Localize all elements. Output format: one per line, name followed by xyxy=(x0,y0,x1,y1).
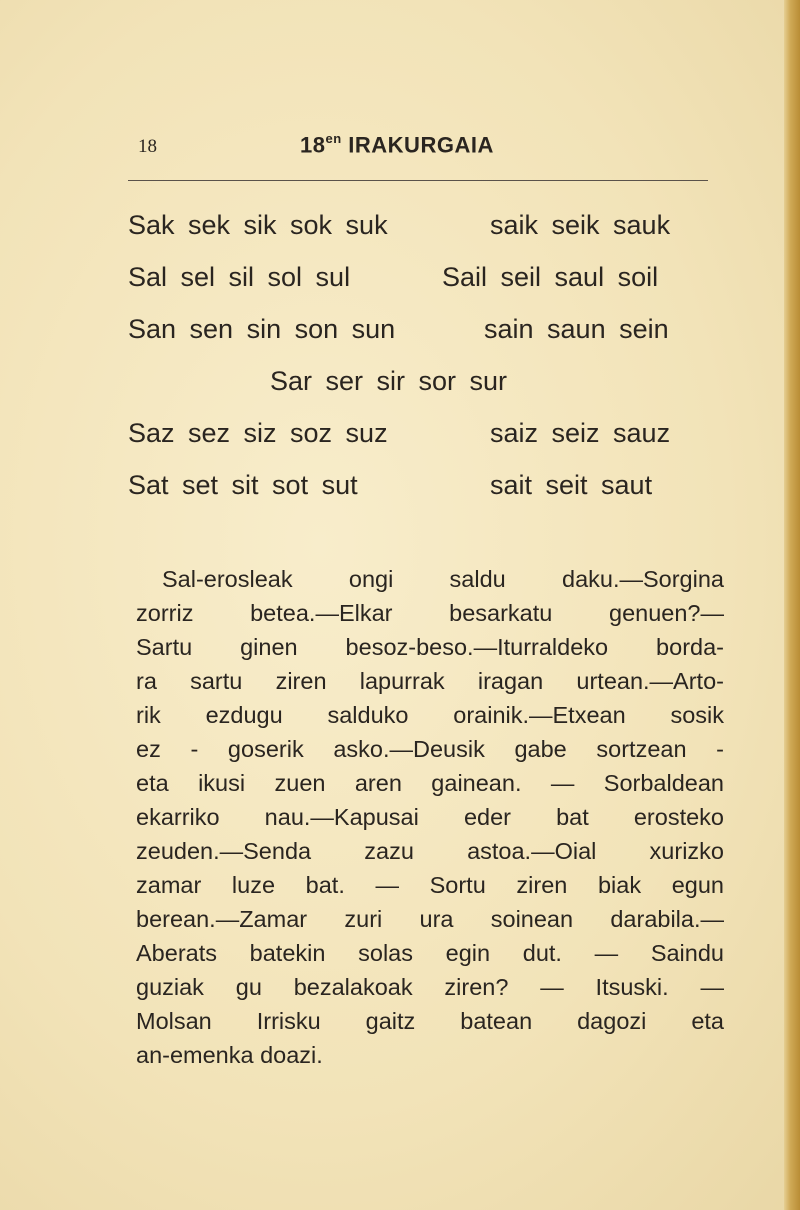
title-superscript: en xyxy=(325,131,342,146)
prose-line: Molsan Irrisku gaitz batean dagozi eta xyxy=(136,1008,724,1034)
syllable-group-right: sain saun sein xyxy=(484,314,669,344)
syllable-group-right: Sail seil saul soil xyxy=(442,262,659,292)
prose-line: Aberats batekin solas egin dut. — Saindu xyxy=(136,940,724,966)
syllable-group-right: sait seit saut xyxy=(490,470,653,500)
title-number: 18 xyxy=(300,132,326,158)
page-number: 18 xyxy=(138,136,157,157)
syllable-group-left: Saz sez siz soz suz xyxy=(128,418,388,448)
prose-line: Sal-erosleak ongi saldu daku.—Sorgina xyxy=(162,566,724,592)
prose-line: berean.—Zamar zuri ura soinean darabila.— xyxy=(136,906,724,932)
prose-line: Sartu ginen besoz-beso.—Iturraldeko borda- xyxy=(136,634,724,660)
prose-line: zeuden.—Senda zazu astoa.—Oial xurizko xyxy=(136,838,724,864)
prose-line: eta ikusi zuen aren gainean. — Sorbaldean xyxy=(136,770,724,796)
syllable-row xyxy=(128,366,718,418)
syllable-group-left: San sen sin son sun xyxy=(128,314,396,344)
syllable-table xyxy=(128,210,718,522)
syllable-row xyxy=(128,418,718,470)
syllable-row xyxy=(128,470,718,522)
prose-line: zamar luze bat. — Sortu ziren biak egun xyxy=(136,872,724,898)
prose-line: guziak gu bezalakoak ziren? — Itsuski. — xyxy=(136,974,724,1000)
prose-line: zorriz betea.—Elkar besarkatu genuen?— xyxy=(136,600,724,626)
prose-line: an-emenka doazi. xyxy=(136,1042,323,1068)
page-edge xyxy=(784,0,800,1210)
syllable-row xyxy=(128,262,718,314)
reading-paragraph xyxy=(136,562,724,1072)
syllable-group-right: saik seik sauk xyxy=(490,210,671,240)
title-word: IRAKURGAIA xyxy=(348,132,494,158)
prose-line: ekarriko nau.—Kapusai eder bat erosteko xyxy=(136,804,724,830)
prose-line: ra sartu ziren lapurrak iragan urtean.—Arto- xyxy=(136,668,724,694)
syllable-row xyxy=(128,314,718,366)
prose-line: ez - goserik asko.—Deusik gabe sortzean - xyxy=(136,736,724,762)
syllable-row xyxy=(128,210,718,262)
running-title xyxy=(300,132,494,158)
syllable-group-left: Sak sek sik sok suk xyxy=(128,210,388,240)
syllable-group-left: Sat set sit sot sut xyxy=(128,470,358,500)
syllable-group-center: Sar ser sir sor sur xyxy=(270,366,508,396)
syllable-group-left: Sal sel sil sol sul xyxy=(128,262,351,292)
syllable-group-right: saiz seiz sauz xyxy=(490,418,671,448)
header-rule xyxy=(128,180,708,181)
page-header xyxy=(138,132,708,162)
prose-line: rik ezdugu salduko orainik.—Etxean sosik xyxy=(136,702,724,728)
